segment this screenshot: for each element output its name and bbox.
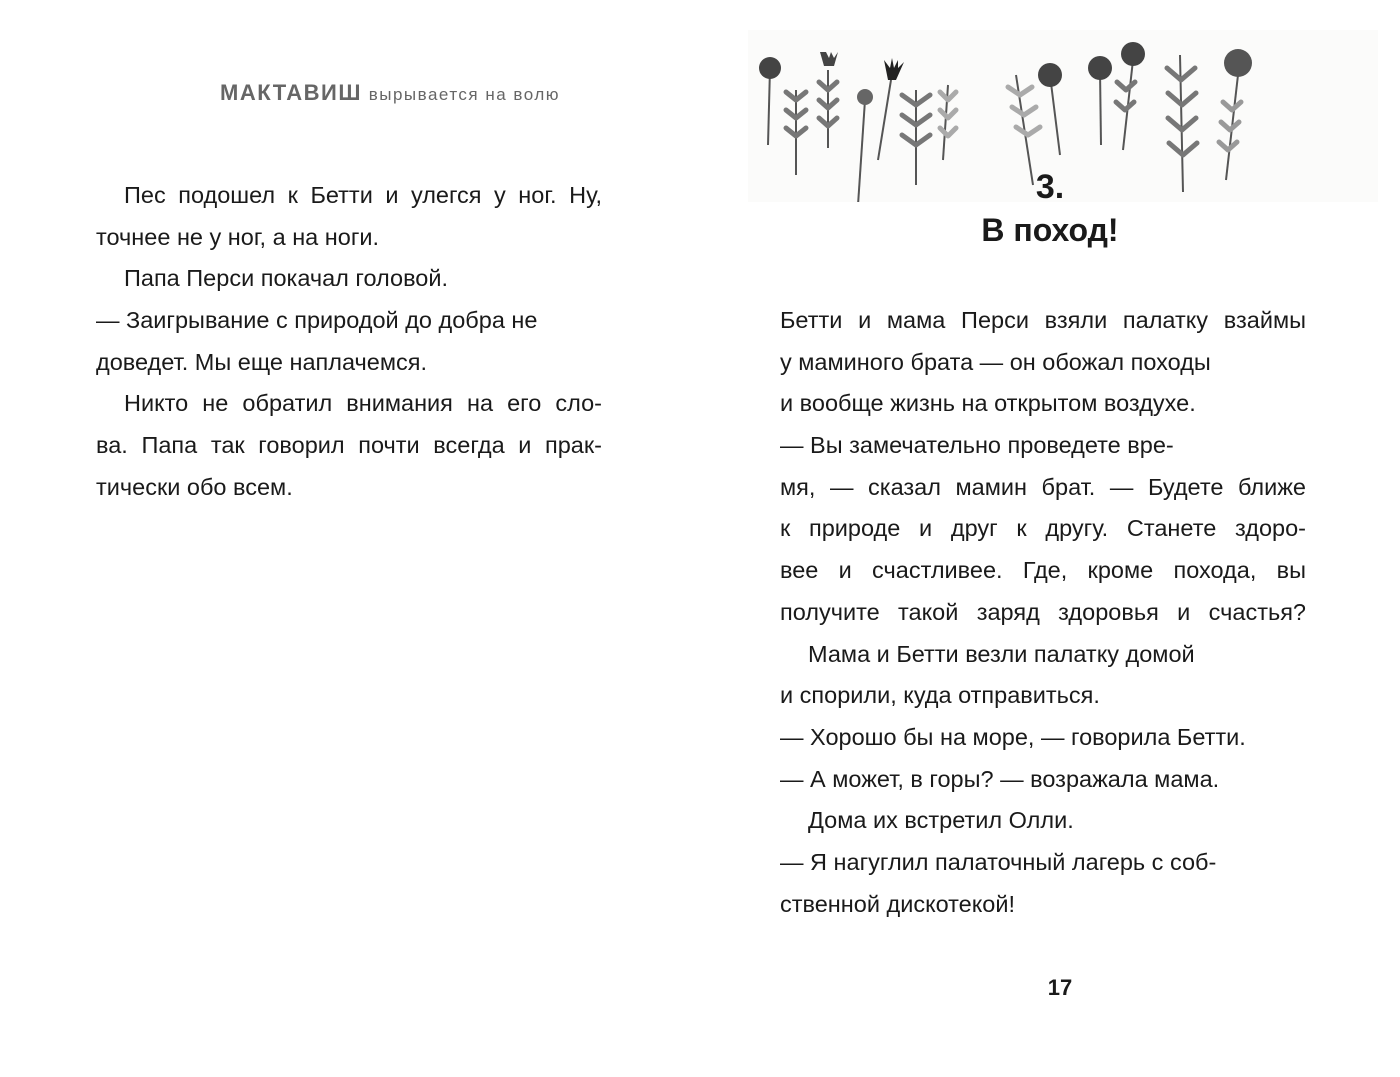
text-line: — Я нагуглил палаточный лагерь с соб-	[780, 848, 1217, 875]
chapter-number: 3.	[1035, 168, 1065, 206]
running-head	[220, 80, 560, 106]
page-number: 17	[1047, 975, 1073, 1000]
running-head-title: МАКТАВИШ	[220, 80, 362, 105]
text-line: и вообще жизнь на открытом воздухе.	[780, 390, 1196, 417]
running-head-subtitle: вырывается на волю	[368, 85, 561, 104]
text-line: Никто не обратил внимания на его сло-	[124, 390, 602, 417]
text-line: ственной дискотекой!	[780, 890, 1016, 917]
text-line: — А может, в горы? — возражала мама.	[780, 765, 1220, 792]
text-line: Мама и Бетти везли палатку домой	[808, 640, 1195, 667]
text-line: мя, — сказал мамин брат. — Будете ближе	[780, 473, 1306, 500]
text-line: — Вы замечательно проведете вре-	[780, 432, 1174, 459]
text-line: Пес подошел к Бетти и улегся у ног. Ну,	[124, 182, 602, 208]
chapter-title: В поход!	[981, 212, 1119, 248]
text-line: к природе и друг к другу. Станете здоро-	[780, 515, 1306, 542]
text-line: Дома их встретил Олли.	[808, 807, 1074, 834]
text-line: — Заигрывание с природой до добра не	[96, 307, 538, 334]
text-line: получите такой заряд здоровья и счастья?	[780, 598, 1306, 625]
text-line: точнее не у ног, а на ноги.	[96, 223, 380, 250]
text-line: доведет. Мы еще наплачемся.	[96, 348, 428, 375]
text-line: и спорили, куда отправиться.	[780, 682, 1100, 709]
text-line: Папа Перси покачал головой.	[124, 265, 449, 292]
right-page-text	[780, 300, 1306, 925]
text-line: Бетти и мама Перси взяли палатку взаймы	[780, 307, 1306, 333]
text-line: ва. Папа так говорил почти всегда и прак-	[96, 432, 602, 459]
text-line: — Хорошо бы на море, — говорила Бетти.	[780, 723, 1246, 750]
text-line: вее и счастливее. Где, кроме похода, вы	[780, 557, 1306, 584]
left-page-text	[96, 175, 602, 509]
text-line: тически обо всем.	[96, 473, 293, 500]
text-line: у маминого брата — он обожал походы	[780, 348, 1211, 375]
